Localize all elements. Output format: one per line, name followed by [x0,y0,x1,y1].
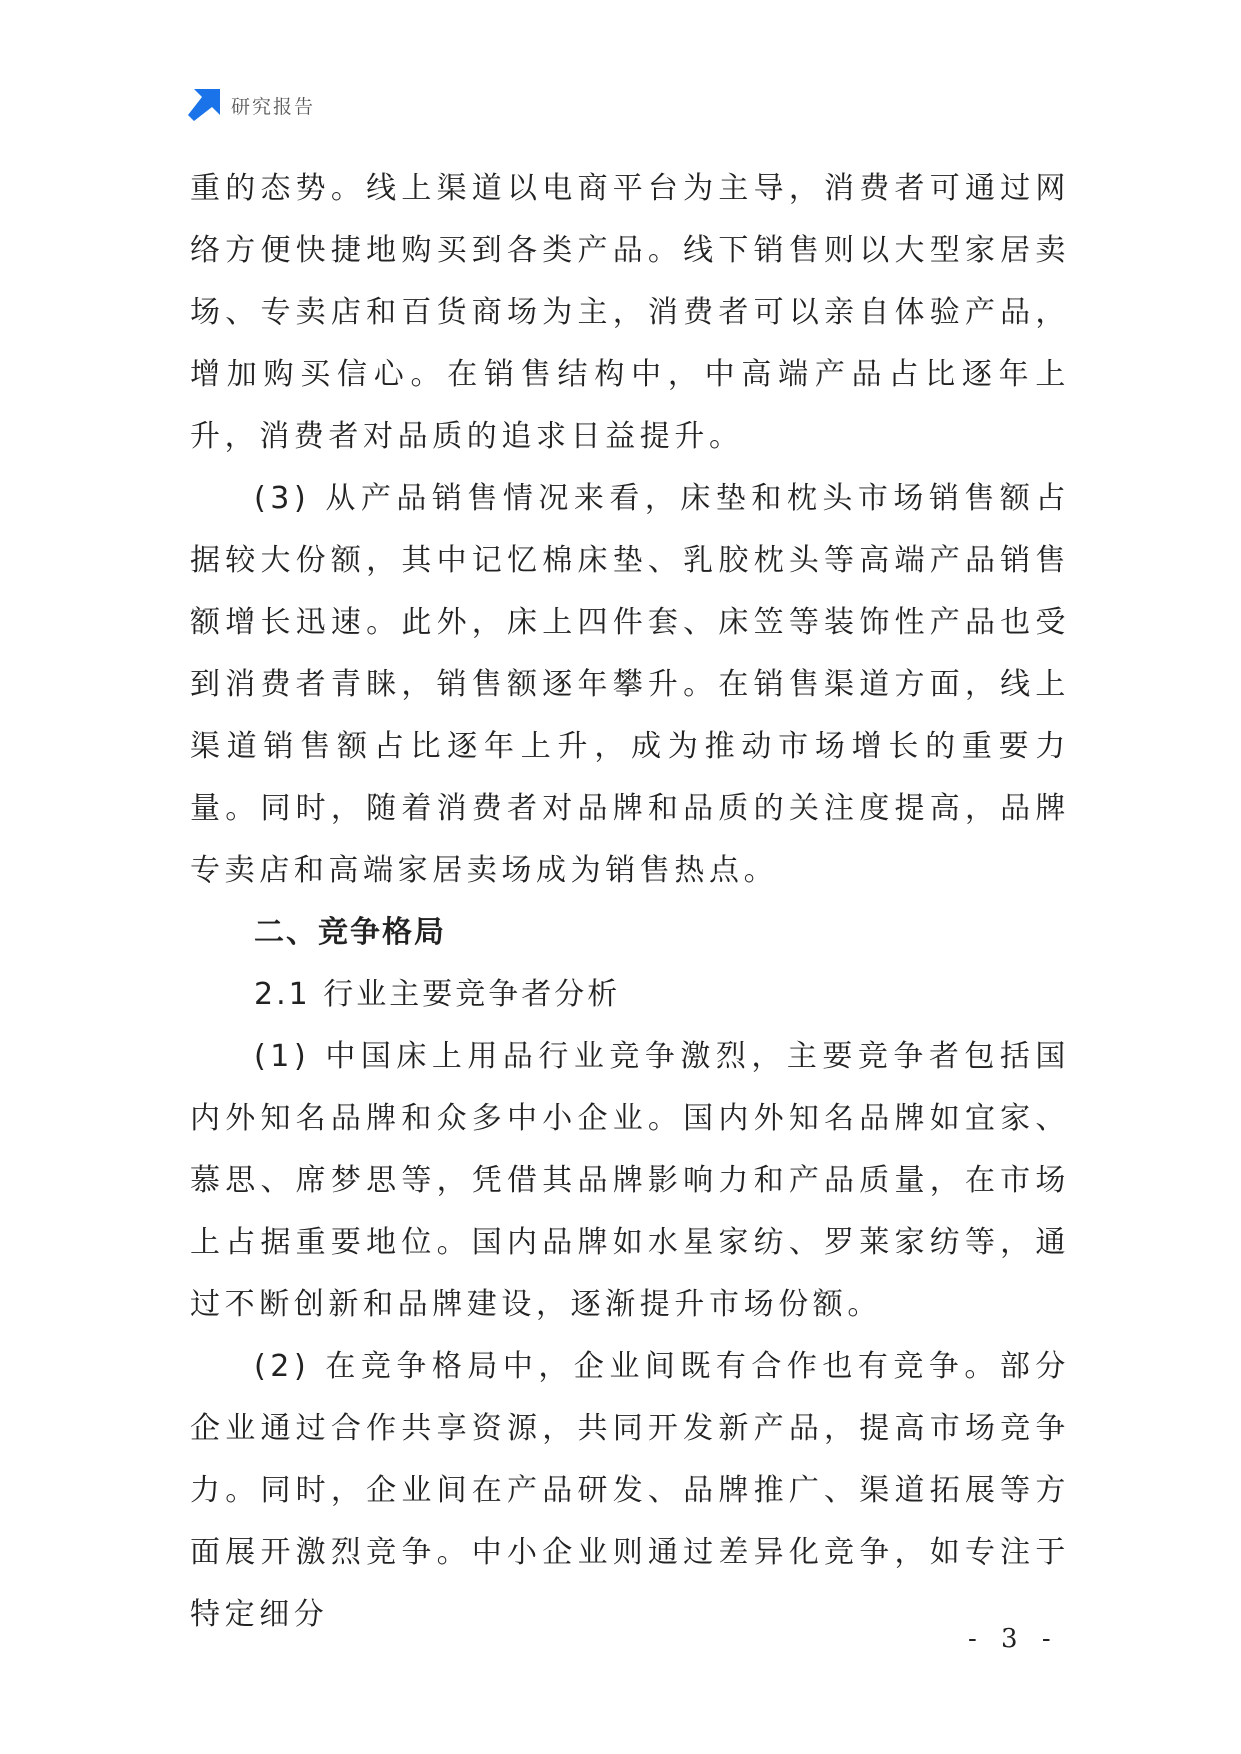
body-text [190,158,1070,1646]
report-header [188,88,315,122]
paragraph-product-sales: (3) 从产品销售情况来看，床垫和枕头市场销售额占据较大份额，其中记忆棉床垫、乳胶枕头等高端产品销售额增长迅速。此外，床上四件套、床笠等装饰性产品也受到消费者青睐，销售额逐年攀升。在销售渠道方面，线上渠道销售额占比逐年上升，成为推动市场增长的重要力量。同时，随着消费者对品牌和品质的关注度提高，品牌专卖店和高端家居卖场成为销售热点。 [190,481,1070,888]
paragraph-main-competitors: (1) 中国床上用品行业竞争激烈，主要竞争者包括国内外知名品牌和众多中小企业。国内外知名品牌如宜家、慕思、席梦思等，凭借其品牌影响力和产品质量，在市场上占据重要地位。国内品牌如水星家纺、罗莱家纺等，通过不断创新和品牌建设，逐渐提升市场份额。 [190,1039,1070,1322]
arrow-up-right-icon [188,89,220,121]
section-heading: 二、竞争格局 [254,915,446,950]
subsection-heading: 2.1 行业主要竞争者分析 [254,977,621,1012]
page-number: - 3 - [968,1624,1059,1654]
header-label: 研究报告 [231,95,316,118]
paragraph-competition-pattern: (2) 在竞争格局中，企业间既有合作也有竞争。部分企业通过合作共享资源，共同开发新产品，提高市场竞争力。同时，企业间在产品研发、品牌推广、渠道拓展等方面展开激烈竞争。中小企业则通过差异化竞争，如专注于特定细分 [190,1349,1070,1632]
paragraph-sales-channels: 重的态势。线上渠道以电商平台为主导，消费者可通过网络方便快捷地购买到各类产品。线下销售则以大型家居卖场、专卖店和百货商场为主，消费者可以亲自体验产品，增加购买信心。在销售结构中，中高端产品占比逐年上升，消费者对品质的追求日益提升。 [190,171,1070,454]
